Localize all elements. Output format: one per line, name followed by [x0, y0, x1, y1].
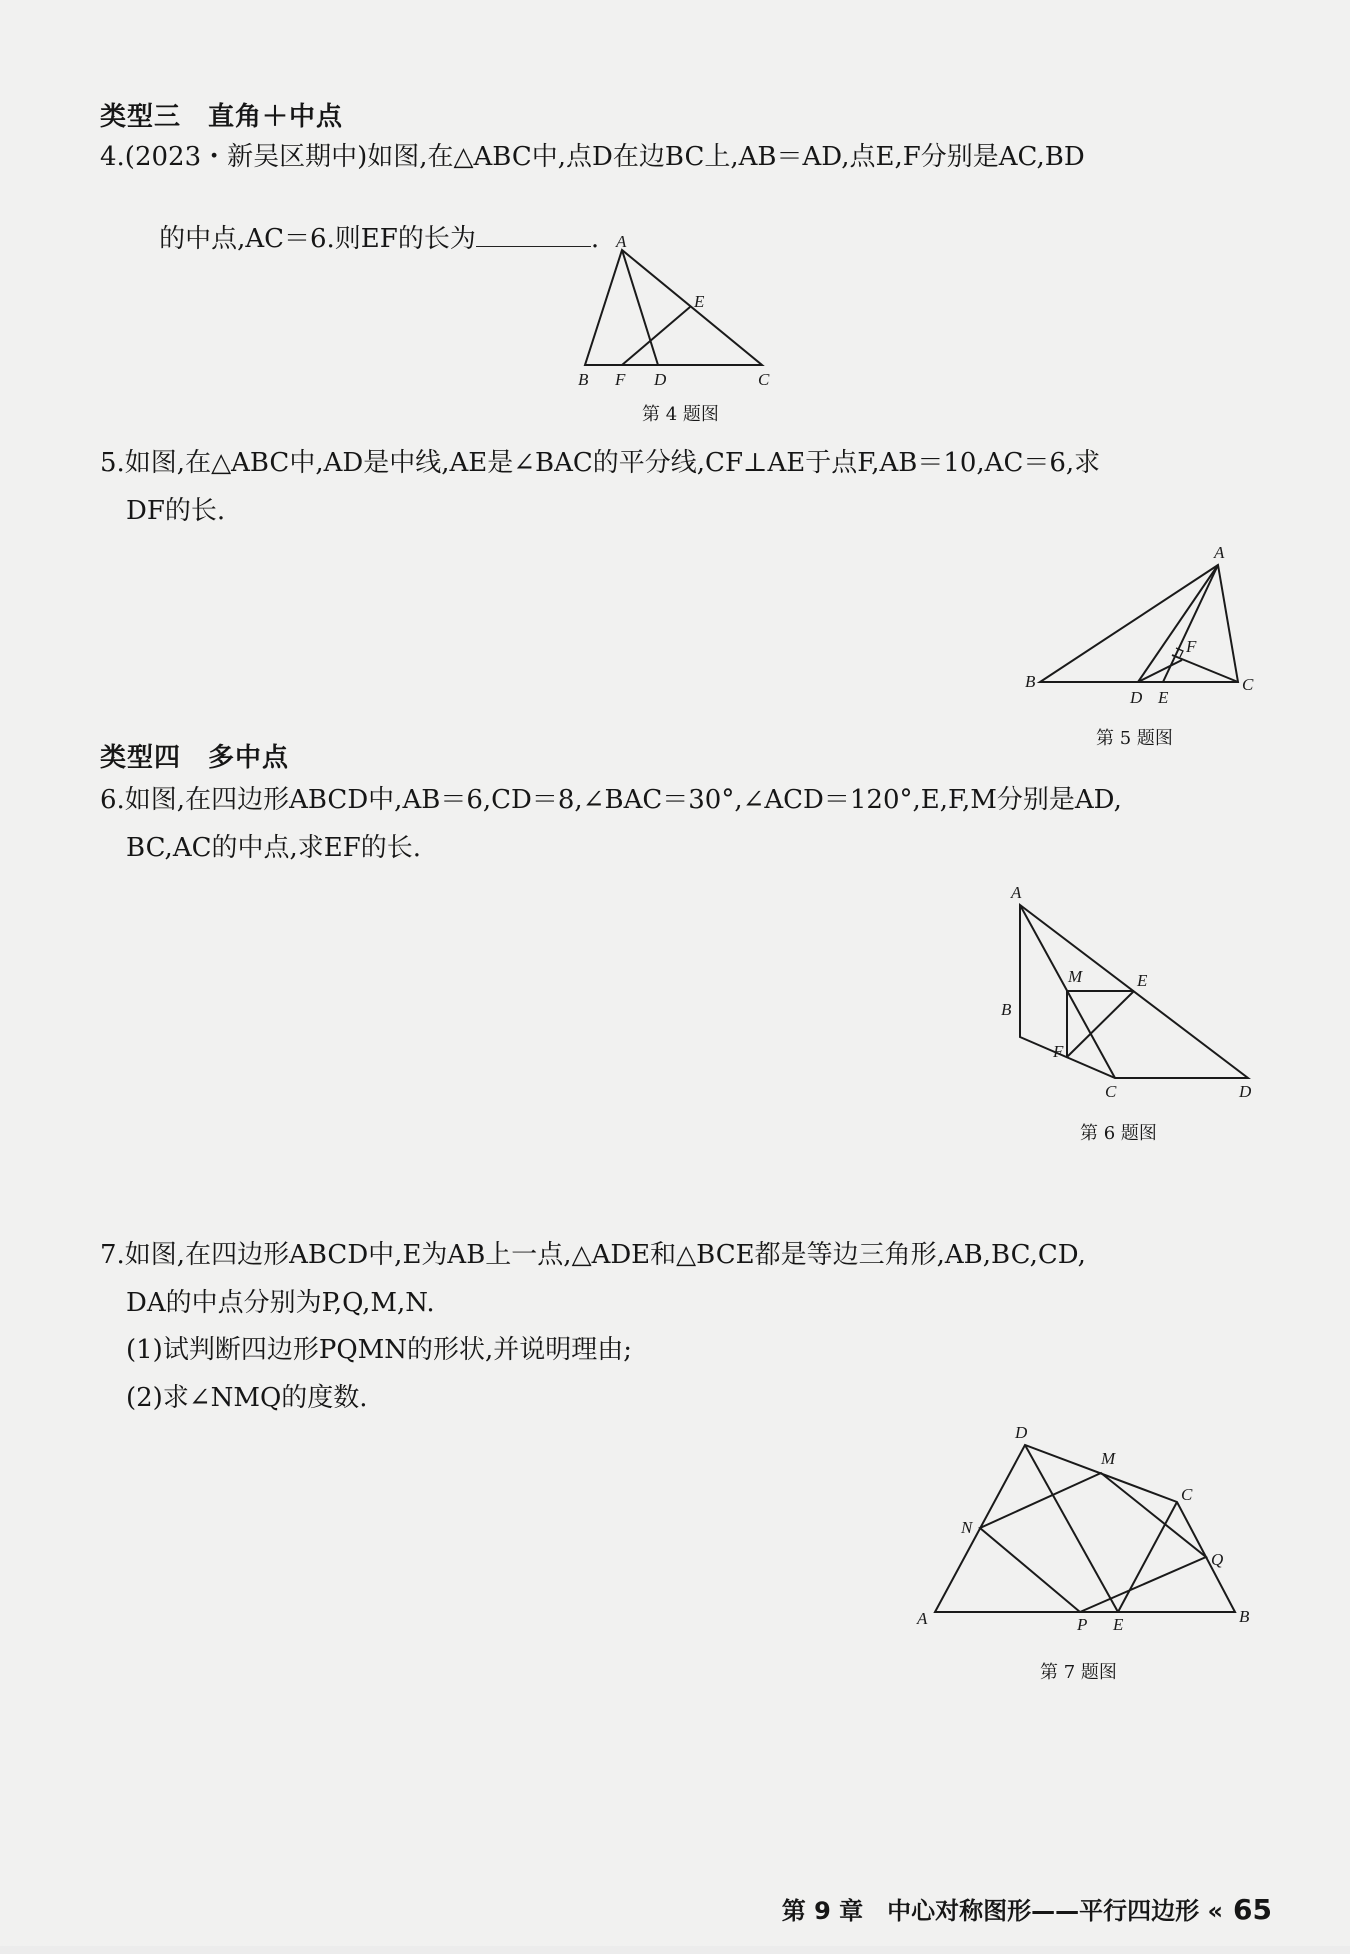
- problem-5-line-2: DF的长.: [126, 496, 226, 526]
- problem-7-line-2: DA的中点分别为P,Q,M,N.: [126, 1288, 435, 1318]
- label-c: C: [758, 370, 770, 389]
- problem-4-period: .: [590, 224, 600, 254]
- page-footer: [748, 1863, 1272, 1954]
- label-b: B: [578, 370, 589, 389]
- label-e: E: [1113, 1615, 1124, 1634]
- label-p: P: [1077, 1615, 1088, 1634]
- problem-7-question-2: (2)求∠NMQ的度数.: [126, 1383, 368, 1413]
- section-title-type-4: 类型四 多中点: [100, 743, 290, 773]
- label-c: C: [1105, 1082, 1117, 1101]
- segment-ad: [1138, 565, 1218, 682]
- problem-5-line-1: 5.如图,在△ABC中,AD是中线,AE是∠BAC的平分线,CF⊥AE于点F,AB＝10,AC＝6,求: [100, 448, 1101, 478]
- label-m: M: [1101, 1449, 1116, 1468]
- label-f: F: [615, 370, 626, 389]
- chapter-title: 第 9 章 中心对称图形——平行四边形 «: [781, 1897, 1224, 1925]
- label-a: A: [1214, 543, 1225, 562]
- problem-4-line-2-text: 的中点,AC＝6.则EF的长为: [159, 224, 476, 254]
- label-c: C: [1242, 675, 1254, 694]
- label-a: A: [917, 1609, 928, 1628]
- quadrilateral-pqmn: [980, 1473, 1206, 1612]
- label-b: B: [1239, 1607, 1250, 1626]
- figure-6-caption: 第 6 题图: [1080, 1123, 1157, 1144]
- problem-4-line-1: 4.(2023・新吴区期中)如图,在△ABC中,点D在边BC上,AB＝AD,点E,F分别是AC,BD: [100, 142, 1085, 172]
- label-b: B: [1025, 672, 1036, 691]
- label-d: D: [654, 370, 667, 389]
- label-m: M: [1068, 967, 1083, 986]
- label-c: C: [1181, 1485, 1193, 1504]
- figure-4-caption: 第 4 题图: [642, 404, 719, 425]
- figure-5: [1020, 540, 1260, 710]
- label-d: D: [1015, 1423, 1028, 1442]
- label-d: D: [1239, 1082, 1252, 1101]
- segment-de: [1025, 1445, 1118, 1612]
- label-e: E: [1137, 971, 1148, 990]
- problem-4-line-2: [126, 188, 599, 290]
- figure-5-caption: 第 5 题图: [1096, 728, 1173, 749]
- page-number: 65: [1233, 1893, 1272, 1926]
- segment-cf: [1172, 655, 1238, 682]
- problem-7-question-1: (1)试判断四边形PQMN的形状,并说明理由;: [126, 1335, 633, 1365]
- figure-7-caption: 第 7 题图: [1040, 1662, 1117, 1683]
- section-title-type-3: 类型三 直角＋中点: [100, 102, 344, 132]
- label-n: N: [961, 1518, 973, 1537]
- triangle-abc: [1040, 565, 1238, 682]
- label-a: A: [1011, 883, 1022, 902]
- segment-fe: [1067, 991, 1134, 1057]
- problem-7-line-1: 7.如图,在四边形ABCD中,E为AB上一点,△ADE和△BCE都是等边三角形,AB,BC,CD,: [100, 1240, 1086, 1270]
- label-d: D: [1130, 688, 1143, 707]
- figure-6: [995, 880, 1265, 1100]
- problem-6-line-2: BC,AC的中点,求EF的长.: [126, 833, 422, 863]
- figure-7: [905, 1420, 1265, 1640]
- label-e: E: [1158, 688, 1169, 707]
- segment-ad: [622, 250, 658, 365]
- label-f: F: [1053, 1042, 1064, 1061]
- label-q: Q: [1211, 1550, 1224, 1569]
- label-f: F: [1186, 637, 1197, 656]
- problem-6-line-1: 6.如图,在四边形ABCD中,AB＝6,CD＝8,∠BAC＝30°,∠ACD＝120°,E,F,M分别是AD,: [100, 785, 1122, 815]
- label-e: E: [694, 292, 705, 311]
- figure-4: [570, 232, 790, 390]
- segment-ce: [1118, 1502, 1177, 1612]
- triangle-abc: [585, 250, 762, 365]
- label-b: B: [1001, 1000, 1012, 1019]
- label-a: A: [616, 232, 627, 251]
